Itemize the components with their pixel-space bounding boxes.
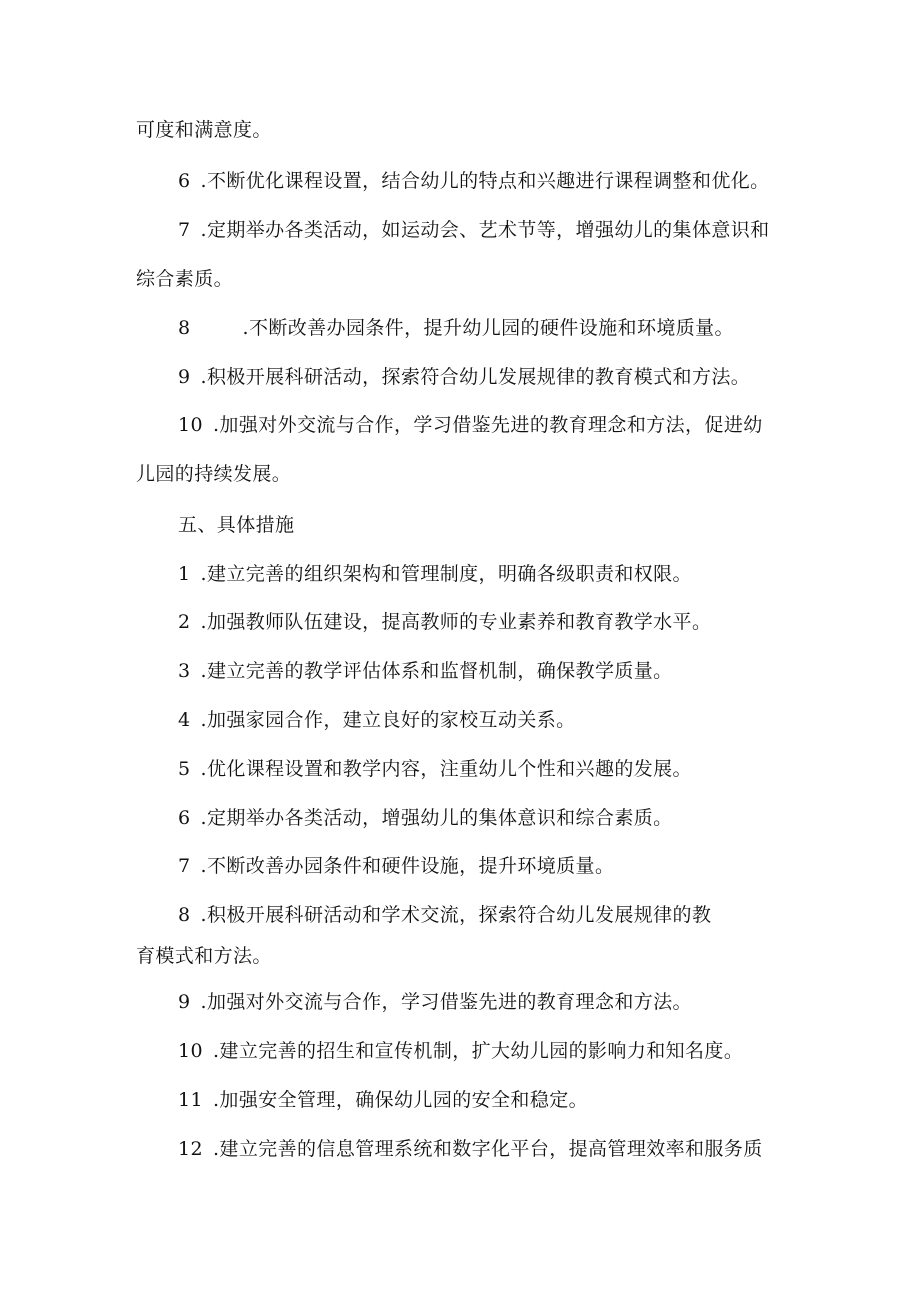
- item-text: .定期举办各类活动，增强幼儿的集体意识和综合素质。: [200, 807, 673, 829]
- item-text: .优化课程设置和教学内容，注重幼儿个性和兴趣的发展。: [200, 758, 692, 780]
- item-number: 10: [178, 1040, 203, 1062]
- measure-item-8: [178, 903, 711, 927]
- item-number: 4: [178, 709, 191, 731]
- goal-item-9: [178, 365, 750, 389]
- item-text: .不断改善办园条件，提升幼儿园的硬件设施和环境质量。: [242, 317, 734, 339]
- item-number: 8: [178, 904, 191, 926]
- item-number: 7: [178, 855, 191, 877]
- goal-item-10-continuation: 儿园的持续发展。: [136, 463, 292, 485]
- item-number: 3: [178, 660, 191, 682]
- item-text: .加强家园合作，建立良好的家校互动关系。: [200, 709, 576, 731]
- goal-item-6: [178, 169, 770, 193]
- item-number: 1: [178, 563, 191, 585]
- item-number: 6: [178, 807, 191, 829]
- measure-item-5: [178, 757, 692, 781]
- item-number: 6: [178, 170, 191, 192]
- measure-item-2: [178, 610, 711, 634]
- item-number: 7: [178, 219, 191, 241]
- item-text: .建立完善的招生和宣传机制，扩大幼儿园的影响力和知名度。: [212, 1040, 744, 1062]
- item-text: .积极开展科研活动和学术交流，探索符合幼儿发展规律的教: [200, 904, 712, 926]
- goal-item-7: [178, 218, 770, 242]
- measure-item-8-continuation: 育模式和方法。: [136, 945, 272, 967]
- goal-item-7-continuation: 综合素质。: [136, 268, 234, 290]
- measure-item-3: [178, 659, 673, 683]
- item-text: .加强教师队伍建设，提高教师的专业素养和教育教学水平。: [200, 611, 712, 633]
- item-number: 12: [178, 1138, 203, 1160]
- item-text: .不断改善办园条件和硬件设施，提升环境质量。: [200, 855, 615, 877]
- item-text: .加强安全管理，确保幼儿园的安全和稳定。: [212, 1089, 589, 1111]
- item-text: .建立完善的组织架构和管理制度，明确各级职责和权限。: [200, 563, 692, 585]
- measure-item-12: [178, 1137, 763, 1161]
- measure-item-11: [178, 1088, 588, 1112]
- item-text: .不断优化课程设置，结合幼儿的特点和兴趣进行课程调整和优化。: [200, 170, 770, 192]
- measure-item-4: [178, 708, 576, 732]
- item-text: .建立完善的信息管理系统和数字化平台，提高管理效率和服务质: [212, 1138, 763, 1160]
- goal-item-10: [178, 413, 763, 437]
- goal-item-8: [178, 316, 734, 340]
- item-number: 8: [178, 317, 191, 339]
- section-heading: 五、具体措施: [178, 514, 295, 536]
- item-text: .加强对外交流与合作，学习借鉴先进的教育理念和方法，促进幼: [212, 414, 763, 436]
- item-text: .定期举办各类活动，如运动会、艺术节等，增强幼儿的集体意识和: [200, 219, 770, 241]
- measure-item-7: [178, 854, 614, 878]
- item-text: .积极开展科研活动，探索符合幼儿发展规律的教育模式和方法。: [200, 366, 751, 388]
- measure-item-9: [178, 990, 692, 1014]
- measure-item-10: [178, 1039, 743, 1063]
- item-text: .建立完善的教学评估体系和监督机制，确保教学质量。: [200, 660, 673, 682]
- item-number: 9: [178, 366, 191, 388]
- item-number: 11: [178, 1089, 203, 1111]
- item-number: 10: [178, 414, 203, 436]
- item-text: .加强对外交流与合作，学习借鉴先进的教育理念和方法。: [200, 991, 692, 1013]
- continuation-line: 可度和满意度。: [136, 119, 272, 141]
- item-number: 2: [178, 611, 191, 633]
- item-number: 9: [178, 991, 191, 1013]
- item-number: 5: [178, 758, 191, 780]
- measure-item-1: [178, 562, 692, 586]
- measure-item-6: [178, 806, 673, 830]
